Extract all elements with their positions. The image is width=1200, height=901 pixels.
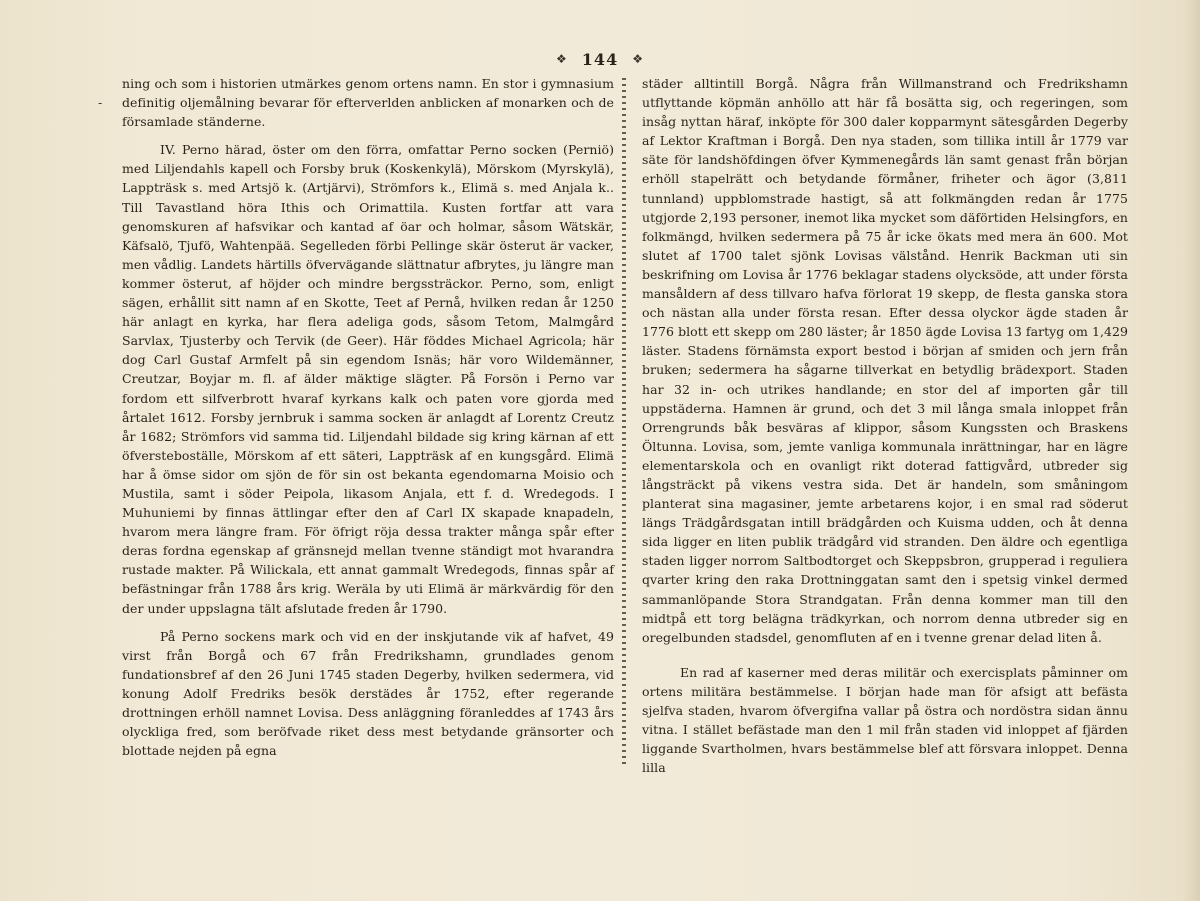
margin-mark: - bbox=[98, 96, 103, 110]
ornament-left-icon: ❖ bbox=[556, 52, 568, 66]
paragraph: städer alltintill Borgå. Några från Willmanstrand och Fredrikshamn utflyttande köpmän anhöllo att här få bosätta sig, och regeringen, som insåg nyttan häraf, inköpte för 300 daler kopparmynt sätesgården Degerby af Lektor Kraftman i Borgå. Den nya staden, som tillika intill år 1779 var säte för landshöfdingen öfver Kymmenegårds län samt genast från början erhöll stapelrätt och betydande förmåner, friheter och ägor (3,811 tunnland) uppblomstrade hastigt, så att folkmängden redan år 1775 utgjorde 2,193 personer, inemot lika mycket som däförtiden Helsingfors, en folkmängd, hvilken sedermera på 75 år icke ökats med mera än 600. Mot slutet af 1700 talet sjönk Lovisas välstånd. Henrik Backman uti sin beskrifning om Lovisa år 1776 beklagar stadens olycksöde, att under första mansåldern af dess tillvaro hafva förlorat 19 skepp, de flesta ganska stora och nästan alla under första resan. Efter dessa olyckor ägde staden år 1776 blott ett skepp om 280 läster; år 1850 ägde Lovisa 13 fartyg om 1,429 läster. Stadens förnämsta export bestod i början af smiden och jern från bruken; sedermera ha sågarne tillverkat en betydlig brädexport. Staden har 32 in- och utrikes handlande; en stor del af importen går till uppstäderna. Hamnen är grund, och det 3 mil långa smala inloppet från Orrengrunds båk besväras af klippor, såsom Kungssten och Braskens Öltunna. Lovisa, som, jemte vanliga kommunala inrättningar, har en lägre elementarskola och en ovanligt rikt doterad fattigvård, utbreder sig långsträckt på vikens vestra sida. Det är handeln, som småningom planterat sina magasiner, jemte arbetarens kojor, i en smal rad söderut längs Trädgårdsgatan intill brädgården och Kuisma udden, och åt denna sida ligger en liten publik trädgård vid stranden. Den äldre och egentliga staden ligger norrom Saltbodtorget och Skeppsbron, grupperad i reguliera qvarter kring den raka Drottninggatan samt den i spetsig vinkel dermed sammanlöpande Stora Strandgatan. Från denna kommer man till den midtpå ett torg belägna trädkyrkan, och norrom denna utbreder sig en oregelbunden stadsdel, genomfluten af en i tvenne grenar delad liten å. bbox=[642, 76, 1128, 645]
left-text-column bbox=[122, 74, 614, 760]
page-number: 144 bbox=[581, 49, 619, 69]
paragraph: På Perno sockens mark och vid en der inskjutande vik af hafvet, 49 virst från Borgå och 67 från Fredrikshamn, grundlades genom fundationsbref af den 26 Juni 1745 staden Degerby, hvilken sedermera, vid konung Adolf Fredriks besök derstädes år 1752, efter regerande drottningen erhöll namnet Lovisa. Dess anläggning föranleddes af 1743 års olyckliga fred, som beröfvade riket dess mest betydande gränsorter och blottade nejden på egna bbox=[122, 628, 614, 759]
ornament-right-icon: ❖ bbox=[632, 52, 644, 66]
right-text-column bbox=[642, 74, 1128, 777]
paragraph: IV. Perno härad, öster om den förra, omfattar Perno socken (Perniö) med Liljendahls kapell och Forsby bruk (Koskenkylä), Mörskom (Myrskylä), Lappträsk s. med Artsjö k. (Artjärvi), Strömfors k., Elimä s. med Anjala k.. Till Tavastland höra Ithis och Orimattila. Kusten fortfar att vara genomskuren af hafsvikar och kantad af öar och holmar, såsom Wätskär, Käfsalö, Tjufö, Wahtenpää. Segelleden förbi Pellinge skär österut är vacker, men vådlig. Landets härtills öfvervägande slättnatur afbrytes, ju längre man kommer österut, af höjder och mindre bergssträckor. Perno, som, enligt sägen, erhållit sitt namn af en Skotte, Teet af Pernå, hvilken redan år 1250 här anlagt en kyrka, har flera adeliga gods, såsom Tetom, Malmgård Sarvlax, Tjusterby och Tervik (de Geer). Här föddes Michael Agricola; här dog Carl Gustaf Armfelt på sin egendom Isnäs; här voro Wildemänner, Creutzar, Boyjar m. fl. af älder mäktige slägter. På Forsön i Perno var fordom ett silfverbrott hvaraf kyrkans kalk och paten vore gjorda med årtalet 1612. Forsby jernbruk i samma socken är anlagdt af Lorentz Creutz år 1682; Strömfors vid samma tid. Liljendahl bildade sig kring kärnan af ett öfversteboställe, Mörskom af ett säteri, Lappträsk af en kungsgård. Elimä har å ömse sidor om sjön de för sin ost bekanta egendomarna Moisio och Mustila, samt i söder Peipola, likasom Anjala, ett f. d. Wredegods. I Muhuniemi by finnas ättlingar efter den af Carl IX skapade knapadeln, hvarom mera längre fram. För öfrigt röja dessa trakter många spår efter deras fordna egenskap af gränsnejd mellan tvenne ständigt mot hvarandra rustade makter. På Wilickala, ett annat gammalt Wredegods, finnas spår af befästningar från 1788 års krig. Weräla by uti Elimä är märkvärdig för den der under uppslagna tält afslutade freden år 1790. bbox=[122, 142, 614, 616]
paragraph: ning och som i historien utmärkes genom ortens namn. En stor i gymnasium definitig oljemålning bevarar för efterverlden anblicken af monarken och de församlade ständerne. bbox=[122, 76, 614, 130]
page-header bbox=[0, 48, 1200, 70]
paragraph: En rad af kaserner med deras militär och exercisplats påminner om ortens militära bestämmelse. I början hade man för afsigt att befästa sjelfva staden, hvarom öfvergifna vallar på östra och nordöstra sidan ännu vitna. I stället befästade man den 1 mil från staden vid inloppet af fjärden liggande Svartholmen, hvars bestämmelse blef att försvara inloppet. Denna lilla bbox=[642, 664, 1128, 776]
column-divider bbox=[622, 78, 626, 768]
page-edge-shadow bbox=[1182, 0, 1200, 901]
